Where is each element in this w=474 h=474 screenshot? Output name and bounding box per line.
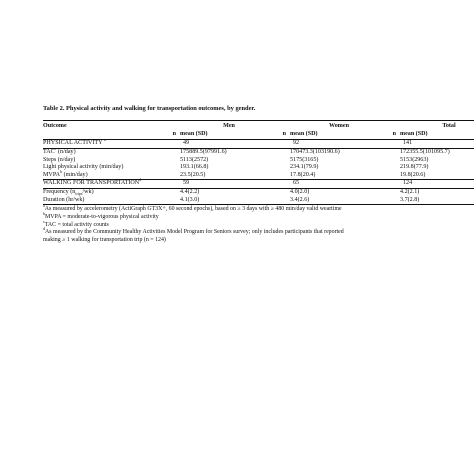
header-mean: mean (SD) bbox=[180, 130, 208, 137]
table-row bbox=[43, 157, 474, 165]
header-sub-row bbox=[43, 131, 474, 140]
header-mean: mean (SD) bbox=[400, 130, 428, 137]
footnote: $^a$As measured by accelerometry (ActiGraph GT3X+, 60 second epochs), based on ≥ 3 days with ≥ 480 min/day valid weartime bbox=[43, 203, 342, 213]
cell-women: 4.0(2.0) bbox=[290, 189, 310, 195]
table-row bbox=[43, 189, 474, 197]
cell-women: 234.1(79.9) bbox=[290, 164, 319, 171]
section-row-physical-activity bbox=[43, 140, 474, 149]
footnote: $^b$MVPA = moderate-to-vigorous physical activity bbox=[43, 210, 159, 220]
cell-total: 4.2(2.1) bbox=[400, 189, 420, 195]
table-row bbox=[43, 164, 474, 172]
cell-men: 23.5(20.5) bbox=[180, 171, 206, 178]
section-row-walking-transportation bbox=[43, 180, 474, 189]
cell-total: 19.8(20.6) bbox=[400, 171, 426, 178]
row-label: TAC$^c$ (n/day) bbox=[43, 145, 76, 155]
section-label: PHYSICAL ACTIVITY $^a$ bbox=[43, 140, 168, 149]
cell-men: 4.1(3.0) bbox=[180, 197, 278, 205]
row-label: Steps (n/day) bbox=[43, 156, 76, 163]
cell-women: 5175(3165) bbox=[290, 156, 319, 163]
cell-women: 3.4(2.6) bbox=[290, 197, 388, 205]
header-group-row bbox=[43, 121, 474, 131]
cell-women: 170473.3(103190.6) bbox=[290, 148, 340, 155]
table-caption: Table 2. Physical activity and walking for transportation outcomes, by gender. bbox=[43, 105, 256, 112]
cell-total: 5153(2963) bbox=[400, 156, 429, 163]
cell-total: 172355.5(101095.7) bbox=[400, 148, 450, 155]
footnote: $^c$TAC = total activity counts bbox=[43, 218, 109, 228]
row-label: MVPA$^b$ (min/day) bbox=[43, 168, 88, 178]
table-row bbox=[43, 148, 474, 156]
row-label: Light physical activity (min/day) bbox=[43, 164, 124, 171]
outcomes-table bbox=[43, 120, 474, 205]
header-men: Men bbox=[180, 121, 278, 131]
cell-men: 4.4(2.2) bbox=[180, 189, 200, 195]
header-outcome: Outcome bbox=[43, 121, 168, 131]
section-n-men: 59 bbox=[180, 180, 278, 189]
cell-total: 219.8(77.9) bbox=[400, 164, 429, 171]
cell-men: 5113(2572) bbox=[180, 156, 209, 163]
section-n-women: 92 bbox=[290, 140, 388, 149]
header-total: Total bbox=[400, 121, 474, 131]
header-women: Women bbox=[290, 121, 388, 131]
cell-men: 193.1(66.8) bbox=[180, 164, 209, 171]
footnote: $^d$As measured by the Community Healthy Activities Model Program for Seniors survey; only includes participants that reported bbox=[43, 226, 344, 236]
header-n: n bbox=[172, 130, 176, 137]
document bbox=[43, 105, 456, 245]
table-row bbox=[43, 197, 474, 205]
header-n: n bbox=[392, 130, 396, 137]
cell-men: 175889.5(97991.6) bbox=[180, 148, 227, 155]
header-mean: mean (SD) bbox=[290, 130, 318, 137]
section-n-women: 65 bbox=[290, 180, 388, 189]
section-n-men: 49 bbox=[180, 140, 278, 149]
section-n-total: 141 bbox=[400, 140, 474, 149]
table-row bbox=[43, 172, 474, 180]
row-label: Duration (hr/wk) bbox=[43, 197, 168, 205]
cell-total: 3.7(2.8) bbox=[400, 197, 474, 205]
header-n: n bbox=[282, 130, 286, 137]
row-label: Frequency $(n_{trips}/wk)$ bbox=[43, 189, 94, 197]
section-n-total: 124 bbox=[400, 180, 474, 189]
section-label: WALKING FOR TRANSPORTATION$^d$ bbox=[43, 180, 168, 189]
table-footnotes bbox=[43, 203, 443, 244]
cell-women: 17.8(20.4) bbox=[290, 171, 316, 178]
footnote-continued: making ≥ 1 walking for transportation trip (n = 124) bbox=[43, 236, 166, 243]
